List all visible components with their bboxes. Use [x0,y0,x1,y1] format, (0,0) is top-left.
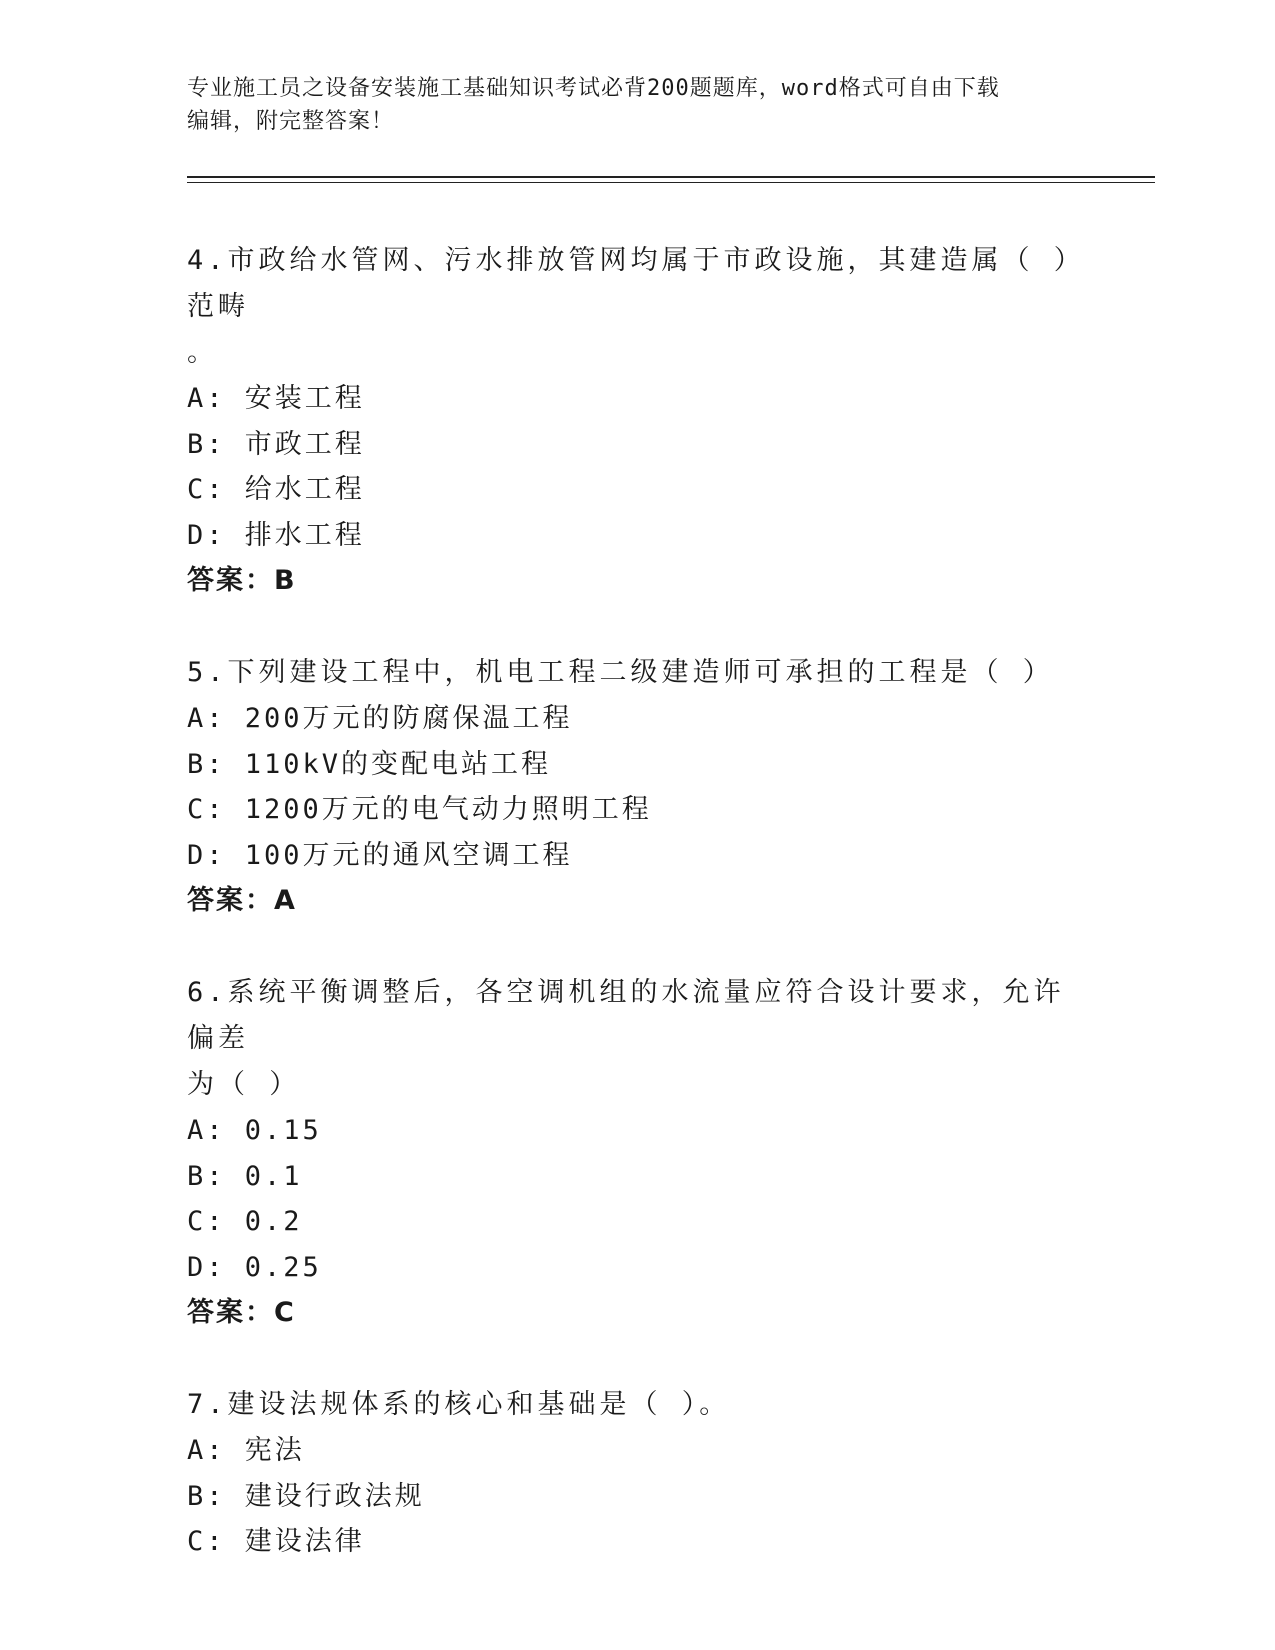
option-c: C: 给水工程 [187,474,365,505]
answer-label: 答案：A [187,885,297,916]
question-stem: 4.市政给水管网、污水排放管网均属于市政设施，其建造属（ ）范畴 [187,245,1085,322]
question-7 [187,1382,1087,1565]
question-stem: 6.系统平衡调整后，各空调机组的水流量应符合设计要求，允许偏差 [187,977,1065,1054]
option-c: C: 建设法律 [187,1526,365,1557]
header-line-2: 编辑，附完整答案！ [187,109,395,134]
answer-label: 答案：B [187,565,297,596]
option-c: C: 1200万元的电气动力照明工程 [187,794,652,825]
question-stem: 。 [187,337,218,368]
option-b: B: 市政工程 [187,428,365,460]
option-d: D: 100万元的通风空调工程 [187,839,573,871]
question-stem: 5.下列建设工程中，机电工程二级建造师可承担的工程是（ ） [187,657,1054,688]
option-a: A: 宪法 [187,1435,305,1466]
header-divider [187,176,1155,183]
question-list [187,238,1087,1611]
option-b: B: 110kV的变配电站工程 [187,748,552,780]
question-6 [187,970,1087,1336]
option-d: D: 0.25 [187,1251,322,1283]
question-5 [187,650,1087,924]
option-c: C: 0.2 [187,1206,303,1237]
question-stem: 7.建设法规体系的核心和基础是（ ）。 [187,1389,731,1420]
header-line-1: 专业施工员之设备安装施工基础知识考试必背200题题库，word格式可自由下载 [187,76,1000,101]
option-a: A: 0.15 [187,1115,322,1146]
question-4 [187,238,1087,604]
option-a: A: 200万元的防腐保温工程 [187,703,573,734]
answer-label: 答案：C [187,1297,296,1328]
option-b: B: 建设行政法规 [187,1480,425,1512]
document-header [187,72,1087,138]
option-a: A: 安装工程 [187,383,365,414]
question-stem: 为（ ） [187,1069,301,1100]
option-b: B: 0.1 [187,1160,303,1192]
option-d: D: 排水工程 [187,519,365,551]
